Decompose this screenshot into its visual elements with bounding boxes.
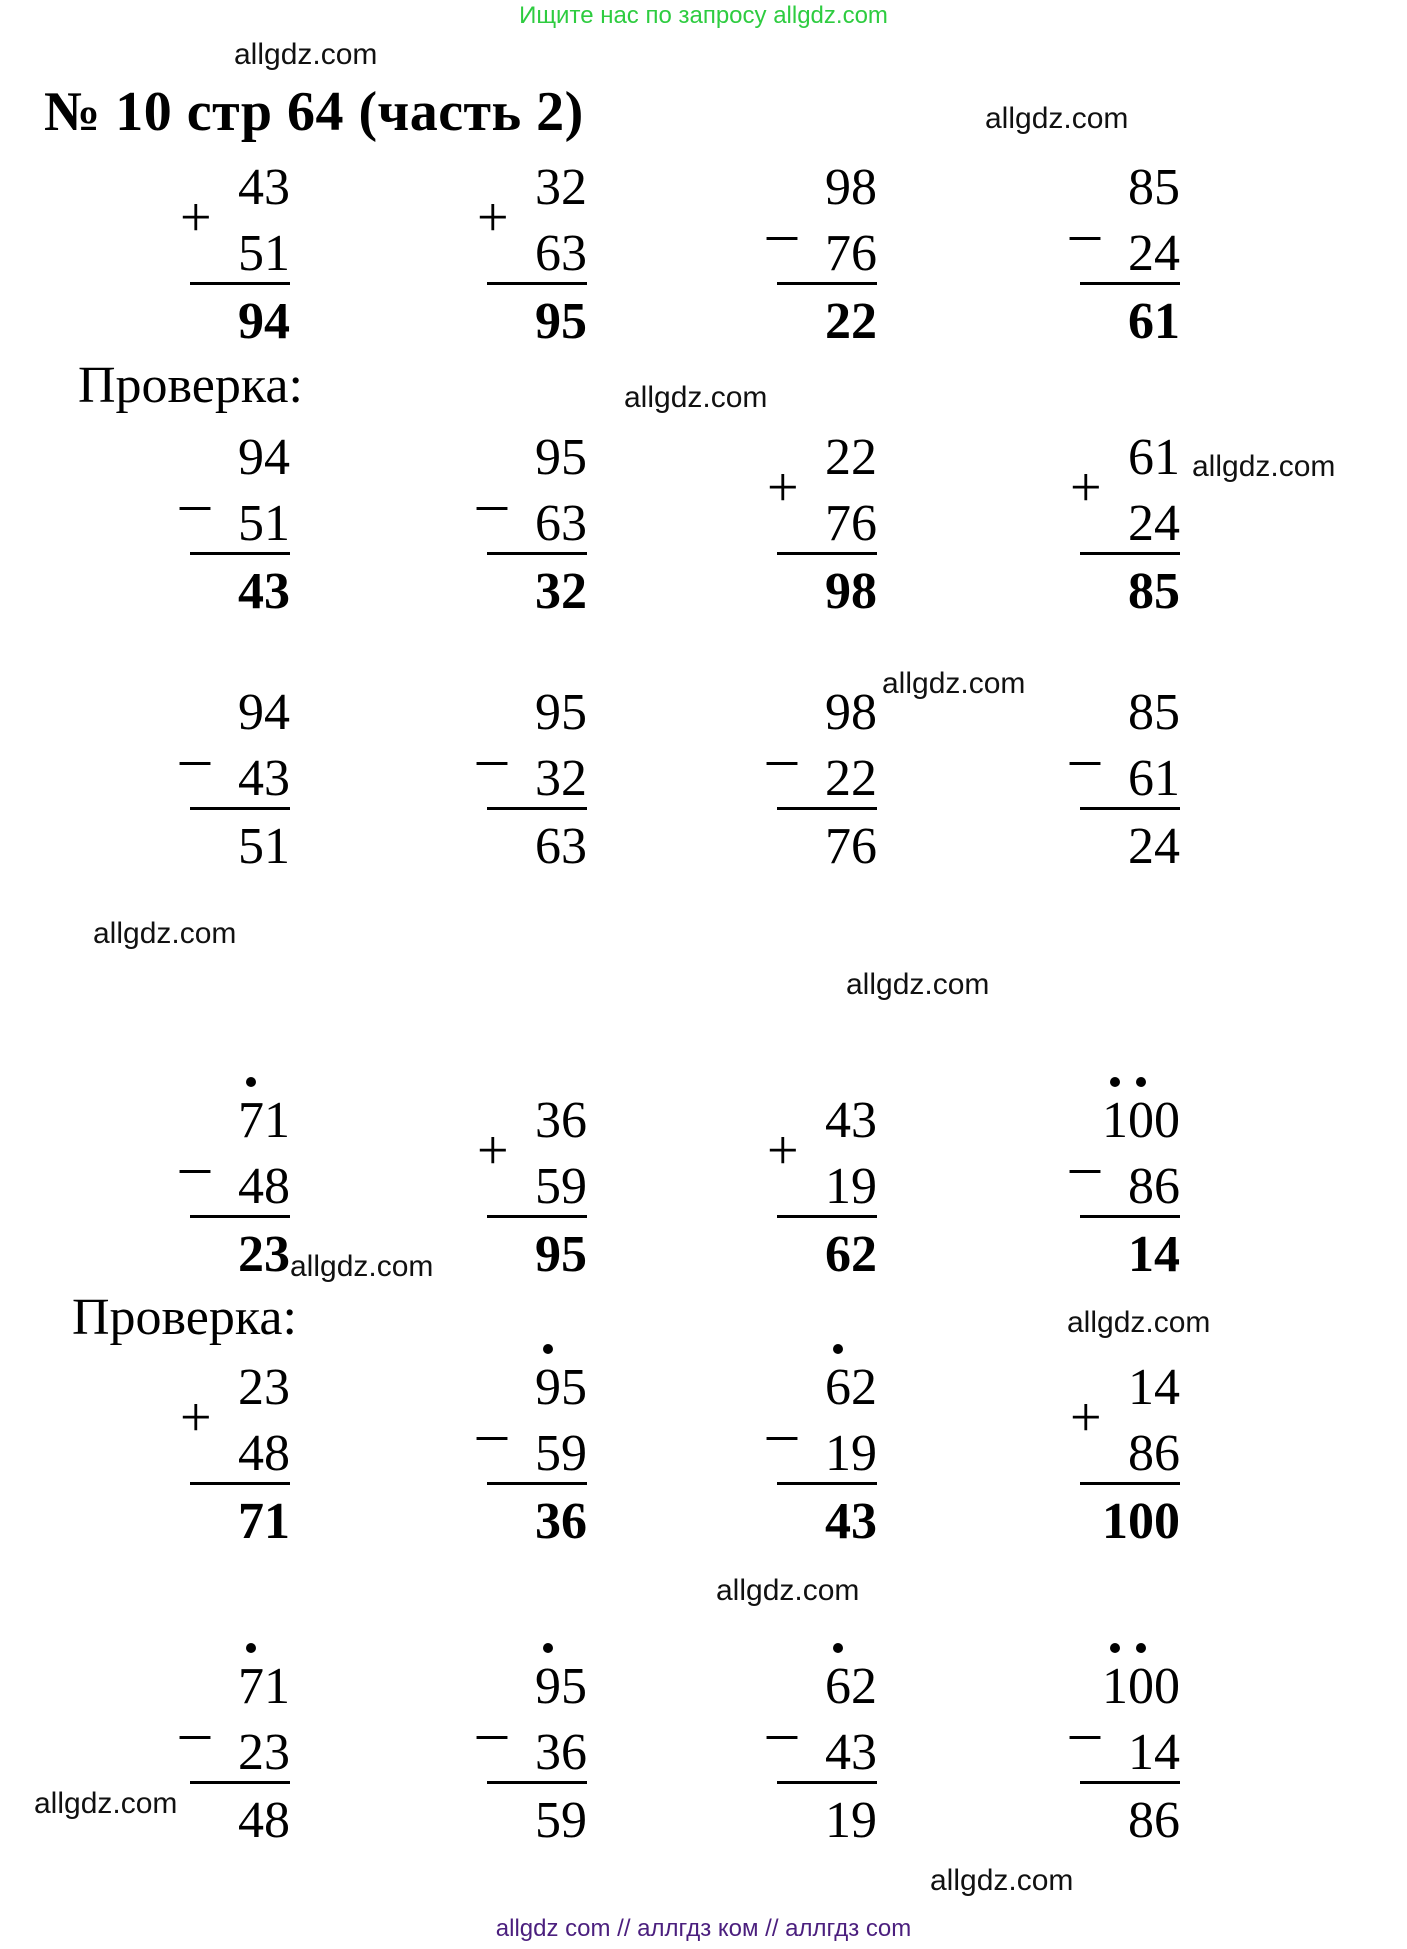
- operand-bottom: 43: [825, 1724, 877, 1781]
- operand-bottom: 24: [1128, 225, 1180, 282]
- minus-sign: _: [1070, 1678, 1100, 1744]
- result: 63: [535, 818, 587, 875]
- watermark: allgdz.com: [930, 1864, 1074, 1897]
- watermark: allgdz.com: [1192, 450, 1336, 483]
- result-line: [1080, 552, 1180, 555]
- result-line: [487, 1215, 587, 1218]
- watermark: allgdz.com: [985, 102, 1129, 135]
- minus-sign: _: [180, 449, 210, 515]
- column-arithmetic-problem: [477, 1657, 587, 1867]
- borrow-dot: [1110, 1077, 1120, 1087]
- result-line: [190, 1215, 290, 1218]
- operand-top: 62: [825, 1658, 877, 1715]
- borrow-dot: [1136, 1643, 1146, 1653]
- column-arithmetic-problem: [767, 1091, 877, 1301]
- operand-top: 43: [825, 1092, 877, 1149]
- column-arithmetic-problem: [180, 158, 290, 368]
- column-arithmetic-problem: [767, 1657, 877, 1867]
- result: 22: [825, 293, 877, 350]
- bottom-banner: allgdz com // аллгдз ком // аллгдз com: [495, 1915, 912, 1942]
- column-arithmetic-problem: [180, 1358, 290, 1568]
- watermark: allgdz.com: [1067, 1306, 1211, 1339]
- operand-top: 85: [1128, 159, 1180, 216]
- operand-bottom: 24: [1128, 495, 1180, 552]
- result: 62: [825, 1226, 877, 1283]
- result: 85: [1128, 563, 1180, 620]
- minus-sign: _: [477, 449, 507, 515]
- top-banner: Ищите нас по запросу allgdz.com: [519, 2, 888, 29]
- operand-bottom: 48: [238, 1425, 290, 1482]
- result: 23: [238, 1226, 290, 1283]
- result: 61: [1128, 293, 1180, 350]
- operand-bottom: 51: [238, 495, 290, 552]
- check-label: Проверка:: [72, 1289, 297, 1346]
- operand-bottom: 23: [238, 1724, 290, 1781]
- column-arithmetic-problem: [1070, 158, 1180, 368]
- operand-top: 32: [535, 159, 587, 216]
- result: 24: [1128, 818, 1180, 875]
- result-line: [487, 282, 587, 285]
- watermark: allgdz.com: [34, 1787, 178, 1820]
- operand-bottom: 86: [1128, 1158, 1180, 1215]
- result-line: [1080, 1482, 1180, 1485]
- minus-sign: _: [767, 1678, 797, 1744]
- watermark: allgdz.com: [716, 1574, 860, 1607]
- result: 51: [238, 818, 290, 875]
- operand-bottom: 76: [825, 495, 877, 552]
- plus-sign: +: [477, 1120, 509, 1182]
- result: 94: [238, 293, 290, 350]
- column-arithmetic-problem: [477, 158, 587, 368]
- column-arithmetic-problem: [767, 428, 877, 638]
- result-line: [777, 1781, 877, 1784]
- column-arithmetic-problem: [1070, 428, 1180, 638]
- operand-bottom: 14: [1128, 1724, 1180, 1781]
- operand-top: 95: [535, 1359, 587, 1416]
- plus-sign: +: [477, 187, 509, 249]
- result-line: [487, 1482, 587, 1485]
- column-arithmetic-problem: [477, 683, 587, 893]
- result-line: [777, 807, 877, 810]
- result-line: [1080, 1781, 1180, 1784]
- result-line: [190, 1482, 290, 1485]
- operand-bottom: 63: [535, 225, 587, 282]
- operand-bottom: 63: [535, 495, 587, 552]
- borrow-dot: [543, 1643, 553, 1653]
- operand-top: 43: [238, 159, 290, 216]
- borrow-dot: [543, 1344, 553, 1354]
- operand-top: 61: [1128, 429, 1180, 486]
- result: 98: [825, 563, 877, 620]
- result-line: [1080, 807, 1180, 810]
- result: 43: [238, 563, 290, 620]
- column-arithmetic-problem: [477, 428, 587, 638]
- operand-bottom: 19: [825, 1425, 877, 1482]
- operand-top: 71: [238, 1658, 290, 1715]
- operand-top: 62: [825, 1359, 877, 1416]
- result: 36: [535, 1493, 587, 1550]
- result: 14: [1128, 1226, 1180, 1283]
- check-label: Проверка:: [78, 357, 303, 414]
- plus-sign: +: [180, 187, 212, 249]
- column-arithmetic-problem: [180, 683, 290, 893]
- watermark: allgdz.com: [846, 968, 990, 1001]
- operand-bottom: 48: [238, 1158, 290, 1215]
- result-line: [487, 552, 587, 555]
- operand-top: 14: [1128, 1359, 1180, 1416]
- result-line: [1080, 1215, 1180, 1218]
- operand-top: 98: [825, 684, 877, 741]
- operand-top: 94: [238, 429, 290, 486]
- operand-bottom: 59: [535, 1425, 587, 1482]
- page-title: № 10 стр 64 (часть 2): [44, 81, 584, 143]
- operand-top: 22: [825, 429, 877, 486]
- column-arithmetic-problem: [1070, 683, 1180, 893]
- result-line: [190, 1781, 290, 1784]
- minus-sign: _: [767, 179, 797, 245]
- operand-top: 23: [238, 1359, 290, 1416]
- column-arithmetic-problem: [180, 428, 290, 638]
- minus-sign: _: [180, 1112, 210, 1178]
- result: 95: [535, 293, 587, 350]
- operand-bottom: 59: [535, 1158, 587, 1215]
- result-line: [777, 1482, 877, 1485]
- result: 76: [825, 818, 877, 875]
- column-arithmetic-problem: [1070, 1657, 1180, 1867]
- operand-top: 85: [1128, 684, 1180, 741]
- result-line: [487, 807, 587, 810]
- operand-top: 94: [238, 684, 290, 741]
- plus-sign: +: [1070, 457, 1102, 519]
- column-arithmetic-problem: [767, 683, 877, 893]
- result-line: [777, 282, 877, 285]
- borrow-dot: [833, 1344, 843, 1354]
- operand-top: 36: [535, 1092, 587, 1149]
- result: 86: [1128, 1792, 1180, 1849]
- result-line: [487, 1781, 587, 1784]
- operand-top: 95: [535, 684, 587, 741]
- operand-bottom: 51: [238, 225, 290, 282]
- borrow-dot: [1136, 1077, 1146, 1087]
- result: 32: [535, 563, 587, 620]
- result: 71: [238, 1493, 290, 1550]
- operand-top: 98: [825, 159, 877, 216]
- minus-sign: _: [180, 1678, 210, 1744]
- plus-sign: +: [1070, 1387, 1102, 1449]
- result-line: [190, 552, 290, 555]
- column-arithmetic-problem: [180, 1091, 290, 1301]
- operand-bottom: 22: [825, 750, 877, 807]
- result-line: [777, 1215, 877, 1218]
- result: 95: [535, 1226, 587, 1283]
- operand-top: 95: [535, 429, 587, 486]
- result: 43: [825, 1493, 877, 1550]
- minus-sign: _: [767, 1379, 797, 1445]
- plus-sign: +: [767, 457, 799, 519]
- result: 48: [238, 1792, 290, 1849]
- result-line: [190, 282, 290, 285]
- watermark: allgdz.com: [93, 917, 237, 950]
- minus-sign: _: [1070, 704, 1100, 770]
- operand-bottom: 76: [825, 225, 877, 282]
- result-line: [1080, 282, 1180, 285]
- watermark: allgdz.com: [290, 1250, 434, 1283]
- borrow-dot: [1110, 1643, 1120, 1653]
- minus-sign: _: [180, 704, 210, 770]
- watermark: allgdz.com: [624, 381, 768, 414]
- watermark: allgdz.com: [234, 38, 378, 71]
- result: 59: [535, 1792, 587, 1849]
- plus-sign: +: [767, 1120, 799, 1182]
- column-arithmetic-problem: [1070, 1091, 1180, 1301]
- operand-top: 71: [238, 1092, 290, 1149]
- operand-top: 95: [535, 1658, 587, 1715]
- column-arithmetic-problem: [180, 1657, 290, 1867]
- minus-sign: _: [1070, 179, 1100, 245]
- minus-sign: _: [477, 1379, 507, 1445]
- operand-bottom: 61: [1128, 750, 1180, 807]
- operand-bottom: 32: [535, 750, 587, 807]
- column-arithmetic-problem: [767, 158, 877, 368]
- result: 100: [1102, 1493, 1180, 1550]
- result-line: [190, 807, 290, 810]
- operand-bottom: 19: [825, 1158, 877, 1215]
- column-arithmetic-problem: [477, 1091, 587, 1301]
- column-arithmetic-problem: [1070, 1358, 1180, 1568]
- column-arithmetic-problem: [767, 1358, 877, 1568]
- operand-top: 100: [1102, 1092, 1180, 1149]
- operand-bottom: 36: [535, 1724, 587, 1781]
- borrow-dot: [246, 1643, 256, 1653]
- result: 19: [825, 1792, 877, 1849]
- watermark: allgdz.com: [882, 667, 1026, 700]
- operand-top: 100: [1102, 1658, 1180, 1715]
- operand-bottom: 43: [238, 750, 290, 807]
- minus-sign: _: [1070, 1112, 1100, 1178]
- column-arithmetic-problem: [477, 1358, 587, 1568]
- minus-sign: _: [477, 704, 507, 770]
- result-line: [777, 552, 877, 555]
- minus-sign: _: [767, 704, 797, 770]
- borrow-dot: [246, 1077, 256, 1087]
- operand-bottom: 86: [1128, 1425, 1180, 1482]
- minus-sign: _: [477, 1678, 507, 1744]
- plus-sign: +: [180, 1387, 212, 1449]
- borrow-dot: [833, 1643, 843, 1653]
